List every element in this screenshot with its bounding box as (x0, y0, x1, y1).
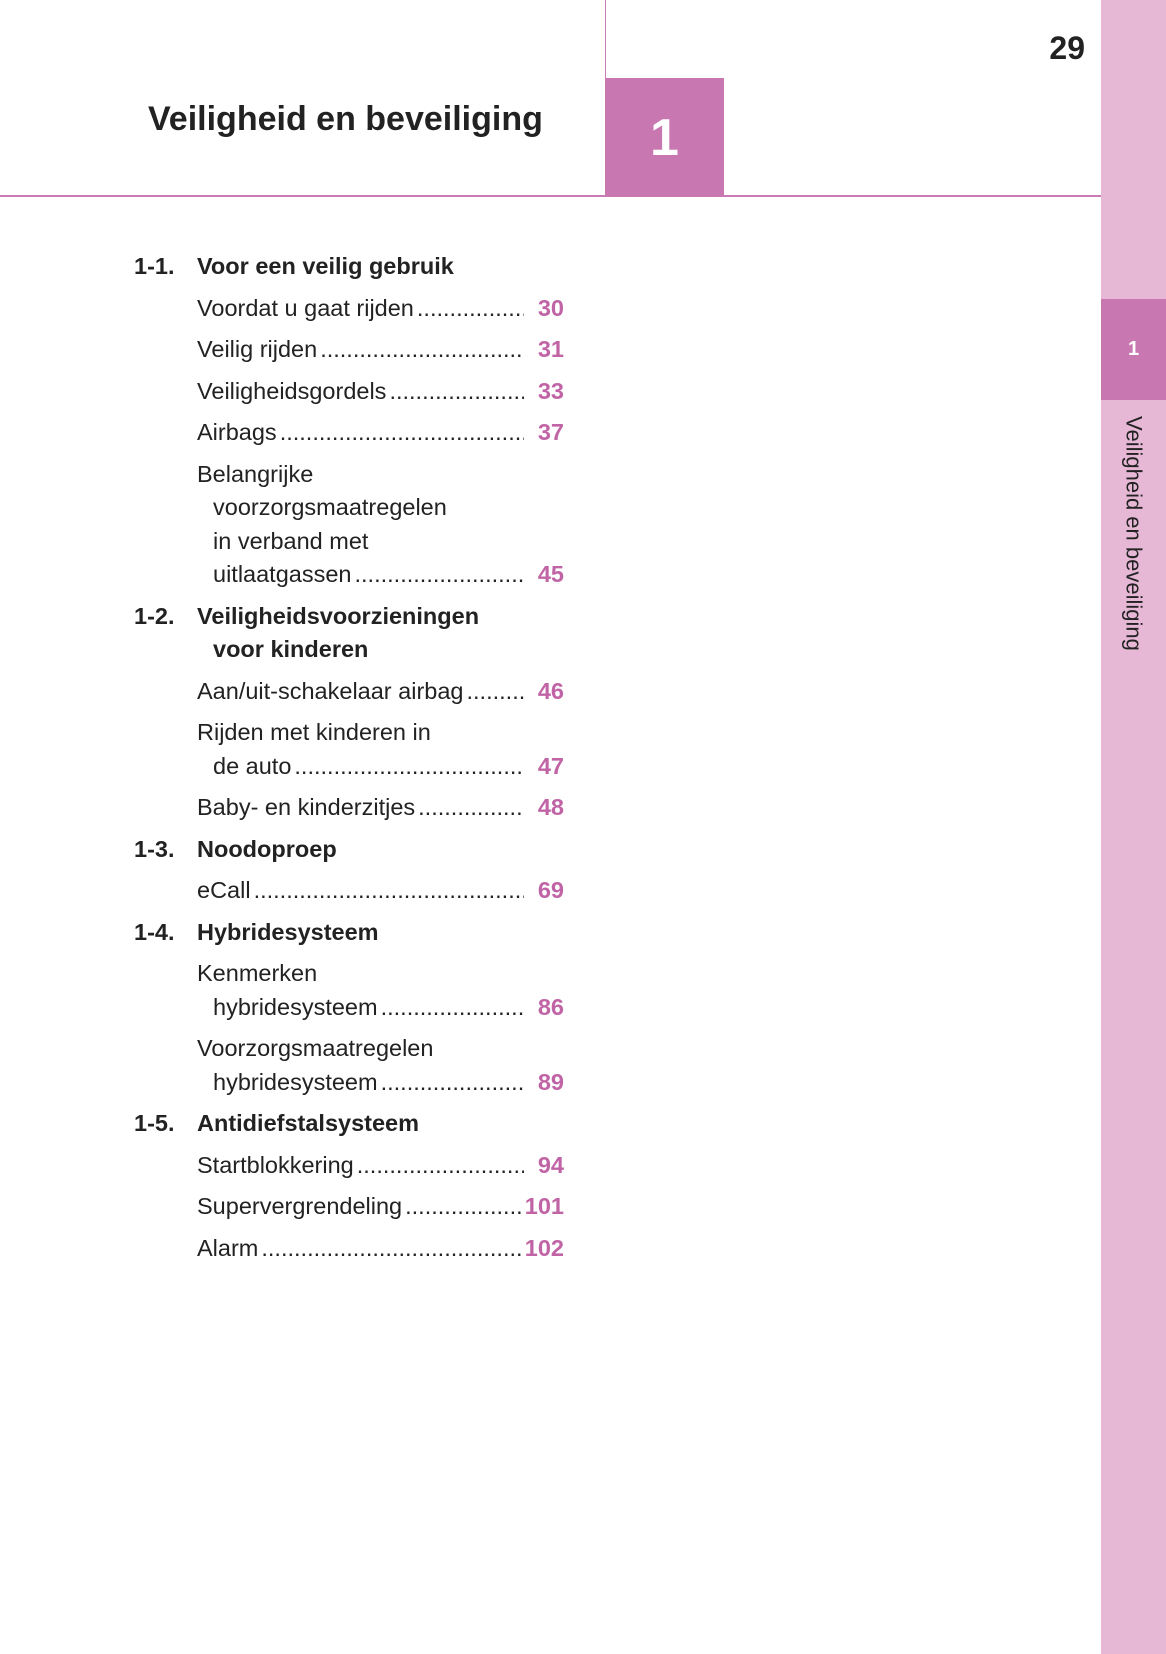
toc-section-number: 1-4. (134, 918, 175, 945)
toc-page-link[interactable]: 69 (537, 877, 564, 903)
toc-section-title-line: voor kinderen (213, 636, 369, 662)
toc-entry-text: Belangrijke (197, 460, 314, 487)
toc-section-heading (134, 916, 564, 950)
toc-entry-line (197, 874, 564, 908)
toc-page-link[interactable]: 46 (537, 677, 564, 704)
toc-entry[interactable] (197, 874, 564, 908)
toc-dot-leader (381, 991, 524, 1025)
toc-dot-leader (381, 1066, 524, 1100)
toc-dot-leader (417, 292, 524, 326)
chapter-title: Veiligheid en beveiliging (148, 100, 543, 138)
toc-entry-text: Voorzorgsmaatregelen (197, 1035, 434, 1061)
toc-page-link[interactable]: 94 (537, 1151, 564, 1178)
toc-page-link[interactable]: 31 (537, 336, 564, 362)
toc-dot-leader (294, 750, 524, 784)
toc-entry-text: in verband met (213, 527, 369, 554)
toc-entry-line (197, 675, 564, 709)
toc-page-link[interactable]: 48 (537, 794, 564, 820)
sidebar-label-text: Veiligheid en beveiliging (1121, 416, 1147, 651)
toc-page-link[interactable]: 89 (537, 1068, 564, 1095)
toc-dot-leader (467, 675, 525, 709)
toc-entry[interactable] (197, 791, 564, 825)
toc-section-title (197, 833, 564, 867)
toc-entry[interactable] (197, 1032, 564, 1099)
toc-entry[interactable] (197, 716, 564, 783)
toc-entry[interactable] (197, 1149, 564, 1183)
toc-entry-line (197, 750, 564, 784)
toc-section-title-line: Antidiefstalsysteem (197, 1110, 420, 1136)
toc-page-link[interactable]: 47 (537, 752, 564, 779)
toc-entry-text: Voordat u gaat rijden (197, 294, 414, 321)
toc-section-title (197, 1107, 564, 1141)
toc-entry-line (197, 416, 564, 450)
header-divider-horizontal (0, 195, 1101, 197)
toc-entry-line (197, 375, 564, 409)
toc-page-link[interactable]: 30 (537, 294, 564, 321)
toc-section-title-line: Veiligheidsvoorzieningen (197, 602, 480, 629)
toc-entry-line (197, 1232, 564, 1266)
toc-dot-leader (357, 1149, 524, 1183)
toc-section-title (197, 916, 564, 950)
toc-entry[interactable] (197, 957, 564, 1024)
toc-entry-text: Baby- en kinderzitjes (197, 794, 416, 820)
toc-entry-line (197, 333, 564, 367)
toc-entry-text: Alarm (197, 1234, 259, 1261)
toc-page-link[interactable]: 101 (524, 1193, 564, 1219)
toc-entry-text: voorzorgsmaatregelen (213, 494, 447, 520)
toc-entry-line (197, 558, 564, 592)
toc-section-title-line: Noodoproep (197, 835, 337, 862)
toc-section-number: 1-1. (134, 253, 175, 279)
toc-entry[interactable] (197, 292, 564, 326)
toc-entry[interactable] (197, 416, 564, 450)
toc-dot-leader (355, 558, 525, 592)
toc-dot-leader (254, 874, 524, 908)
toc-entry-text: eCall (197, 877, 251, 903)
toc-entry-text: hybridesysteem (213, 1068, 378, 1095)
toc-section-title (197, 600, 564, 667)
chapter-number-box: 1 (605, 78, 724, 197)
toc-entry-text: Startblokkering (197, 1151, 354, 1178)
toc-section-title-line: Voor een veilig gebruik (197, 253, 454, 279)
toc-entry-text: Aan/uit-schakelaar airbag (197, 677, 464, 704)
toc-entry[interactable] (197, 1190, 564, 1224)
toc-entry-text: Supervergrendeling (197, 1193, 403, 1219)
toc-entry-text: Veilig rijden (197, 336, 318, 362)
table-of-contents (134, 250, 564, 1273)
page-number: 29 (1049, 30, 1085, 66)
toc-dot-leader (405, 1190, 521, 1224)
toc-entry-line (197, 292, 564, 326)
toc-entry-text: hybridesysteem (213, 993, 378, 1020)
toc-section-number: 1-3. (134, 835, 175, 862)
toc-dot-leader (389, 375, 524, 409)
toc-page-link[interactable]: 37 (537, 419, 564, 445)
toc-dot-leader (418, 791, 524, 825)
toc-entry[interactable] (197, 375, 564, 409)
toc-entry[interactable] (197, 675, 564, 709)
toc-entry[interactable] (197, 333, 564, 367)
chapter-sidebar (1101, 0, 1166, 1654)
toc-section-number: 1-2. (134, 602, 175, 629)
sidebar-chapter-tab[interactable]: 1 (1101, 299, 1166, 400)
toc-entry-text: Veiligheidsgordels (197, 377, 387, 404)
toc-page-link[interactable]: 45 (537, 561, 564, 587)
toc-dot-leader (261, 1232, 520, 1266)
toc-section-heading (134, 600, 564, 667)
toc-entry[interactable] (197, 458, 564, 592)
toc-entry-line (197, 991, 564, 1025)
toc-section-number: 1-5. (134, 1110, 175, 1136)
toc-entry[interactable] (197, 1232, 564, 1266)
toc-entry-line (197, 1190, 564, 1224)
toc-page-link[interactable]: 33 (537, 377, 564, 404)
toc-section-heading (134, 250, 564, 284)
toc-section-heading (134, 1107, 564, 1141)
toc-entry-line (197, 1066, 564, 1100)
toc-section-title (197, 250, 564, 284)
toc-entry-text: Kenmerken (197, 960, 318, 986)
toc-section-title-line: Hybridesysteem (197, 918, 379, 945)
toc-section-heading (134, 833, 564, 867)
sidebar-chapter-label (1101, 416, 1166, 686)
toc-entry-text: Rijden met kinderen in (197, 719, 431, 745)
toc-entry-text: de auto (213, 752, 292, 779)
toc-dot-leader (320, 333, 524, 367)
toc-entry-line (197, 1149, 564, 1183)
toc-dot-leader (280, 416, 524, 450)
toc-page-link[interactable]: 102 (524, 1234, 564, 1261)
toc-entry-text: Airbags (197, 419, 277, 445)
toc-entry-line (197, 791, 564, 825)
toc-page-link[interactable]: 86 (537, 993, 564, 1020)
toc-entry-text: uitlaatgassen (213, 561, 352, 587)
